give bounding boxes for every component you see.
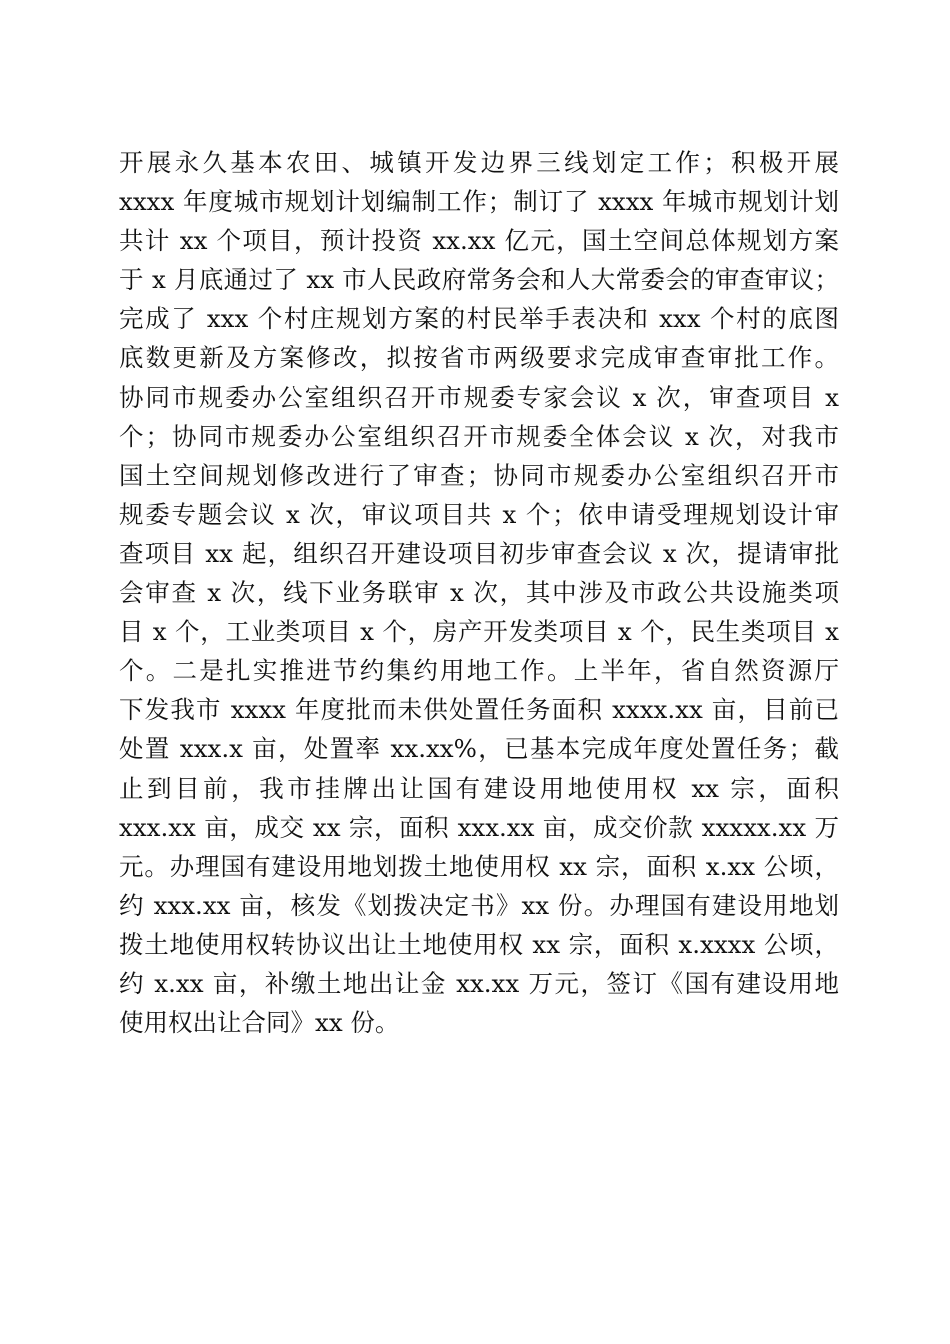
paragraph-line: 约 x.xx 亩，补缴土地出让金 xx.xx 万元，签订《国有建设用地 <box>119 968 839 998</box>
paragraph-line: 使用权出让合同》xx 份。 <box>119 1008 400 1038</box>
paragraph-line: 完成了 xxx 个村庄规划方案的村民举手表决和 xxx 个村的底图 <box>119 304 839 334</box>
body-paragraph <box>119 143 839 1042</box>
paragraph-line: xxxx 年度城市规划计划编制工作；制订了 xxxx 年城市规划计划 <box>119 187 839 217</box>
paragraph-line: 约 xxx.xx 亩，核发《划拨决定书》xx 份。办理国有建设用地划 <box>119 890 839 920</box>
paragraph-line: 拨土地使用权转协议出让土地使用权 xx 宗，面积 x.xxxx 公顷， <box>119 929 839 959</box>
paragraph-line: xxx.xx 亩，成交 xx 宗，面积 xxx.xx 亩，成交价款 xxxxx.xx 万 <box>119 812 839 842</box>
paragraph-line: 开展永久基本农田、城镇开发边界三线划定工作；积极开展 <box>119 148 839 177</box>
paragraph-line: 止到目前，我市挂牌出让国有建设用地使用权 xx 宗，面积 <box>119 773 839 803</box>
paragraph-line: 底数更新及方案修改，拟按省市两级要求完成审查审批工作。 <box>119 343 839 373</box>
paragraph-line: 于 x 月底通过了 xx 市人民政府常务会和人大常委会的审查审议； <box>119 265 839 295</box>
paragraph-line: 会审查 x 次，线下业务联审 x 次，其中涉及市政公共设施类项 <box>119 578 839 608</box>
paragraph-line: 规委专题会议 x 次，审议项目共 x 个；依申请受理规划设计审 <box>119 499 839 529</box>
paragraph-line: 目 x 个，工业类项目 x 个，房产开发类项目 x 个，民生类项目 x <box>119 617 839 647</box>
paragraph-line: 查项目 xx 起，组织召开建设项目初步审查会议 x 次，提请审批 <box>119 538 839 568</box>
paragraph-line: 国土空间规划修改进行了审查；协同市规委办公室组织召开市 <box>119 460 839 490</box>
paragraph-line: 下发我市 xxxx 年度批而未供处置任务面积 xxxx.xx 亩，目前已 <box>119 695 839 725</box>
paragraph-line: 处置 xxx.x 亩，处置率 xx.xx%，已基本完成年度处置任务；截 <box>119 734 839 764</box>
paragraph-line: 协同市规委办公室组织召开市规委专家会议 x 次，审查项目 x <box>119 382 839 412</box>
paragraph-line: 个。二是扎实推进节约集约用地工作。上半年，省自然资源厅 <box>119 656 839 686</box>
paragraph-line: 元。办理国有建设用地划拨土地使用权 xx 宗，面积 x.xx 公顷， <box>119 851 839 881</box>
paragraph-line: 个；协同市规委办公室组织召开市规委全体会议 x 次，对我市 <box>119 421 839 451</box>
paragraph-line: 共计 xx 个项目，预计投资 xx.xx 亿元，国土空间总体规划方案 <box>119 226 839 256</box>
